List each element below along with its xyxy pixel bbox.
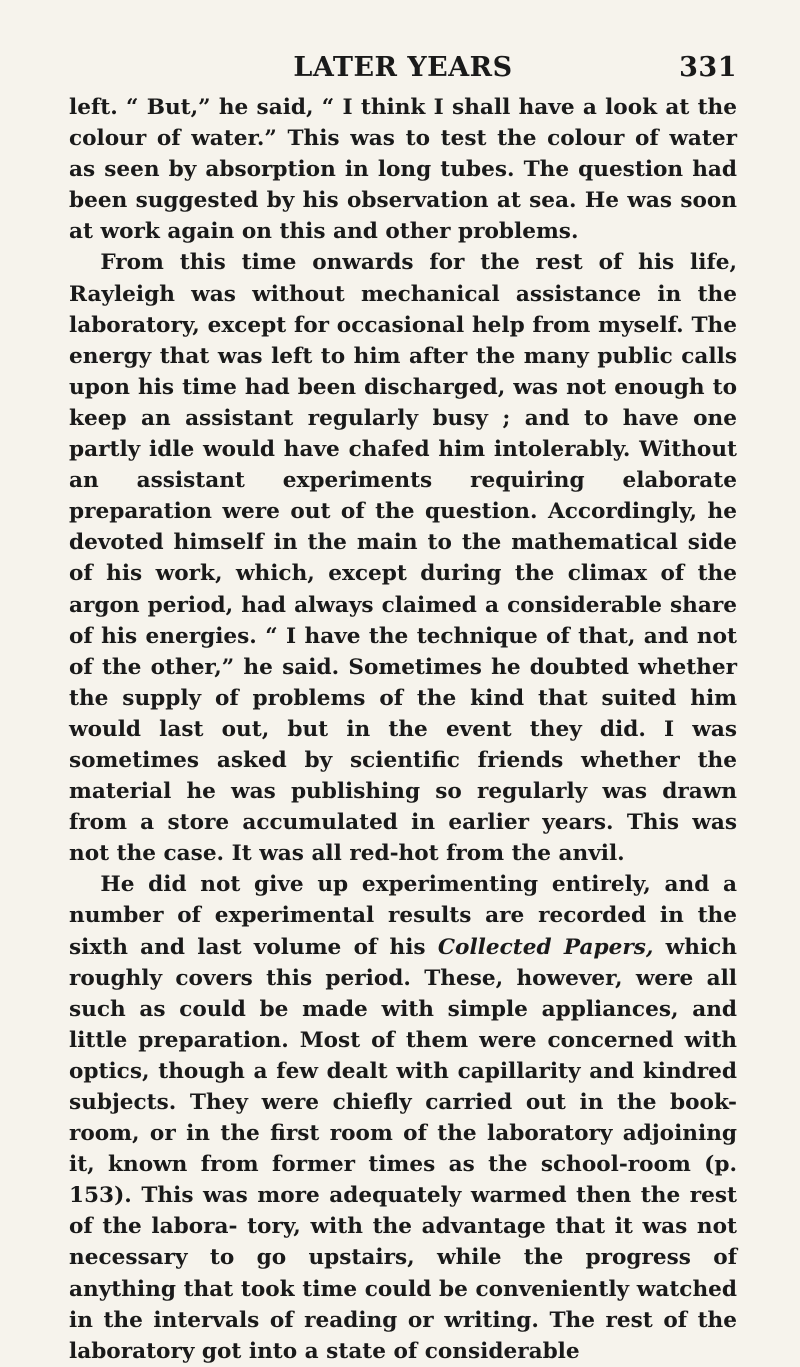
paragraph-2: From this time onwards for the rest of his life, Rayleigh was without mechanical assistance in the laboratory, except for occasional help from myself. The energy that was left to him after the many public calls upon his time had been discharged, was not enough to keep an assistant regularly busy ; and to have one partly idle would have chafed him intolerably. Without an assistant experiments requiring elaborate preparation were out of the question. Accordingly, he devoted himself in the main to the mathematical side of his work, which, except during the climax of the argon period, had always claimed a considerable share of his energies. “ I have the technique of that, and not of the other,” he said. Sometimes he doubted whether the supply of problems of the kind that suited him would last out, but in the event they did. I was sometimes asked by scientific friends whether the material he was publishing so regularly was drawn from a store accumulated in earlier years. This was not the case. It was all red-hot from the anvil.: [69, 250, 737, 867]
body-text: [69, 92, 737, 1367]
paragraph-1: left. “ But,” he said, “ I think I shall have a look at the colour of water.” This was to test the colour of water as seen by absorption in long tubes. The question had been suggested by his observation at sea. He was soon at work again on this and other problems.: [69, 95, 737, 245]
paragraph-3-text-start: He did not give up experimenting entirely, and a number of experimental results are recorded in the sixth and last volume of his: [69, 872, 737, 960]
running-title: LATER YEARS: [293, 52, 513, 83]
book-title-collected-papers: Collected Papers,: [437, 934, 654, 960]
page-header: [69, 48, 737, 92]
book-page: [69, 48, 737, 1367]
paragraph-3: [69, 869, 737, 1367]
page-number: 331: [679, 52, 737, 83]
paragraph-3-text-end: which roughly covers this period. These, however, were all such as could be made with simple appliances, and little preparation. Most of them were concerned with optics, though a few dealt with capillarity and kindred subjects. They were chiefly carried out in the book-room, or in the first room of the laboratory adjoining it, known from former times as the school-room (p. 153). This was more adequately warmed then the rest of the labora- tory, with the advantage that it was not necessary to go upstairs, while the progress of anything that took time could be conveniently watched in the intervals of reading or writing. The rest of the laboratory got into a state of considerable: [69, 934, 738, 1364]
